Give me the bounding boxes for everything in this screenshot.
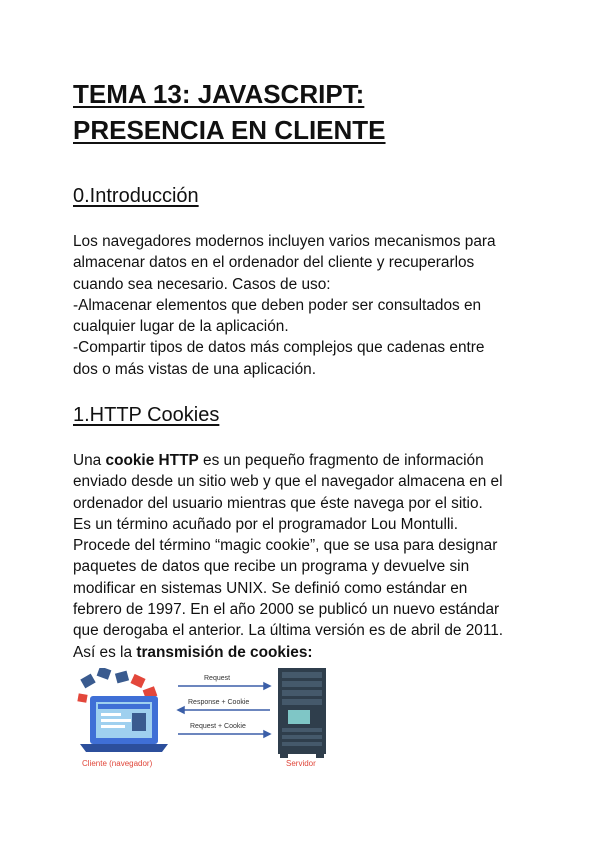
paragraph-line: modificar en sistemas UNIX. Se definió como estándar en — [73, 579, 468, 597]
paragraph-line: paquetes de datos que recibe un programa y devuelve sin — [73, 558, 470, 576]
paragraph-line: cuando sea necesario. Casos de uso: — [73, 275, 331, 293]
text-span: Así es la — [73, 643, 137, 661]
paragraph-line: cualquier lugar de la aplicación. — [73, 318, 289, 336]
paragraph-line: dos o más vistas de una aplicación. — [73, 360, 316, 378]
paragraph-line: almacenar datos en el ordenador del cliente y recuperarlos — [73, 254, 475, 272]
paragraph-line: Es un término acuñado por el programador Lou Montulli. — [73, 515, 458, 533]
paragraph-line — [73, 450, 543, 471]
request-label: Request — [204, 675, 231, 682]
server-icon — [278, 668, 326, 758]
paragraph-line: ordenador del usuario mientras que éste navega por el sitio. — [73, 494, 483, 512]
paragraph-line — [73, 642, 543, 663]
cookies-paragraph — [73, 450, 543, 663]
page-title — [73, 76, 553, 148]
response-cookie-label: Response + Cookie — [188, 699, 250, 706]
paragraph-line: -Compartir tipos de datos más complejos que cadenas entre — [73, 339, 485, 357]
title-line-1: TEMA 13: JAVASCRIPT: — [73, 79, 365, 109]
paragraph-line: enviado desde un sitio web y que el navegador almacena en el — [73, 473, 503, 491]
paragraph-line: Procede del término “magic cookie”, que se usa para designar — [73, 537, 498, 555]
intro-paragraph — [73, 231, 543, 380]
text-span: Una — [73, 452, 106, 469]
server-caption: Servidor — [286, 759, 316, 768]
text-span: es un pequeño fragmento de información — [198, 452, 484, 469]
cookie-transmission-diagram — [76, 668, 336, 770]
section-heading-introduccion: 0.Introducción — [73, 185, 199, 207]
paragraph-line: febrero de 1997. En el año 2000 se publicó un nuevo estándar — [73, 601, 500, 619]
client-caption: Cliente (navegador) — [82, 759, 153, 768]
laptop-icon — [80, 696, 168, 752]
title-line-2: PRESENCIA EN CLIENTE — [73, 115, 386, 145]
request-cookie-label: Request + Cookie — [190, 723, 246, 730]
paragraph-line: Los navegadores modernos incluyen varios mecanismos para — [73, 233, 496, 250]
bold-term-transmision: transmisión de cookies: — [136, 643, 313, 661]
paragraph-line: -Almacenar elementos que deben poder ser consultados en — [73, 296, 482, 314]
section-heading-http-cookies: 1.HTTP Cookies — [73, 404, 220, 426]
bold-term-cookie-http: cookie HTTP — [105, 452, 199, 469]
paragraph-line: que derogaba el anterior. La última versión es de abril de 2011. — [73, 622, 504, 640]
